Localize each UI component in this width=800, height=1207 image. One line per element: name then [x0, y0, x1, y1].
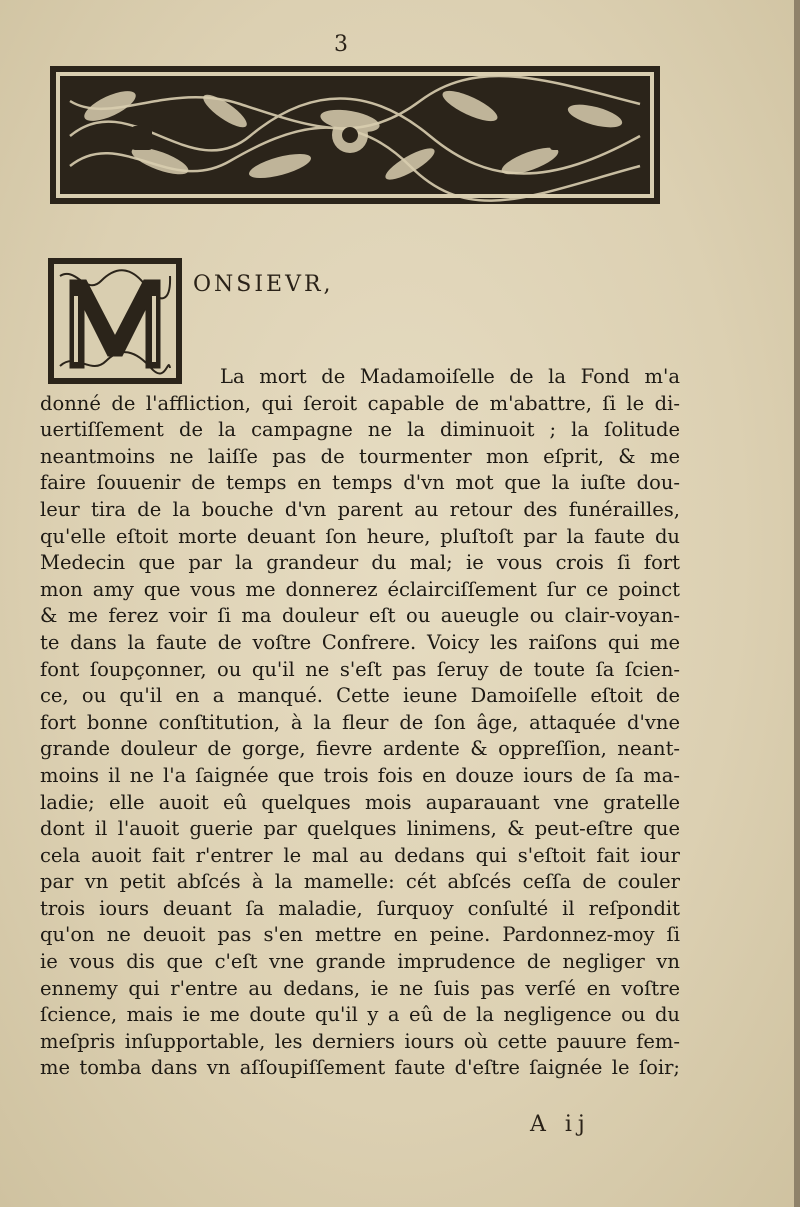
text-line: ie vous dis que c'eſt vne grande imprudence de negliger vn [40, 950, 680, 974]
text-line: cela auoit fait r'entrer le mal au dedans qui s'eſtoit fait iour [40, 843, 680, 867]
text-line: me tomba dans vn aſſoupiſſement faute d'eſtre ſaignée le ſoir; [40, 1056, 680, 1080]
text-line: ce, ou qu'il en a manqué. Cette ieune Damoiſelle eſtoit de [40, 684, 680, 708]
text-line: te dans la faute de voſtre Confrere. Voicy les raiſons qui me [40, 630, 680, 654]
text-line: fort bonne conſtitution, à la fleur de ſon âge, attaquée d'vne [40, 710, 680, 734]
text-line: trois iours deuant ſa maladie, ſurquoy conſulté il reſpondit [40, 896, 680, 920]
text-line: font ſoupçonner, ou qu'il ne s'eſt pas ſeruy de toute ſa ſcien- [40, 657, 680, 681]
text-line: donné de l'affliction, qui ſeroit capable de m'abattre, ſi le di- [40, 391, 680, 415]
text-line: moins il ne l'a ſaignée que trois fois en douze iours de ſa ma- [40, 763, 680, 787]
salutation: ONSIEVR, [193, 272, 334, 297]
text-line: leur tira de la bouche d'vn parent au retour des funérailles, [40, 497, 680, 521]
text-line: faire ſouuenir de temps en temps d'vn mot que la iuſte dou- [40, 471, 680, 495]
page-number: 3 [334, 32, 348, 57]
text-line: ſcience, mais ie me doute qu'il y a eû de la negligence ou du [40, 1003, 680, 1027]
page-edge [794, 0, 800, 1207]
text-line: grande douleur de gorge, fievre ardente & oppreſſion, neant- [40, 737, 680, 761]
text-line: meſpris inſupportable, les derniers iours où cette pauure fem- [40, 1029, 680, 1053]
text-line: mon amy que vous me donnerez éclairciſſement ſur ce poinct [40, 577, 680, 601]
text-line: qu'elle eſtoit morte deuant ſon heure, pluſtoſt par la faute du [40, 524, 680, 548]
text-line: par vn petit abſcés à la mamelle: cét abſcés ceſſa de couler [40, 870, 680, 894]
signature-mark: A ij [530, 1112, 591, 1137]
body-text [40, 364, 680, 1082]
text-line: Medecin que par la grandeur du mal; ie vous crois ſi fort [40, 551, 680, 575]
text-line: uertiſſement de la campagne ne la diminuoit ; la ſolitude [40, 418, 680, 442]
text-line: dont il l'auoit guerie par quelques linimens, & peut-eſtre que [40, 817, 680, 841]
text-line: qu'on ne deuoit pas s'en mettre en peine. Pardonnez-moy ſi [40, 923, 680, 947]
text-line: La mort de Madamoiſelle de la Fond m'a [220, 365, 680, 388]
text-line: neantmoins ne laiſſe pas de tourmenter mon eſprit, & me [40, 444, 680, 468]
ornamental-headpiece [50, 66, 660, 204]
text-line: ladie; elle auoit eû quelques mois auparauant vne gratelle [40, 790, 680, 814]
text-line: & me ferez voir ſi ma douleur eſt ou aueugle ou clair-voyan- [40, 604, 680, 628]
text-line: ennemy qui r'entre au dedans, ie ne ſuis pas verſé en voſtre [40, 976, 680, 1000]
